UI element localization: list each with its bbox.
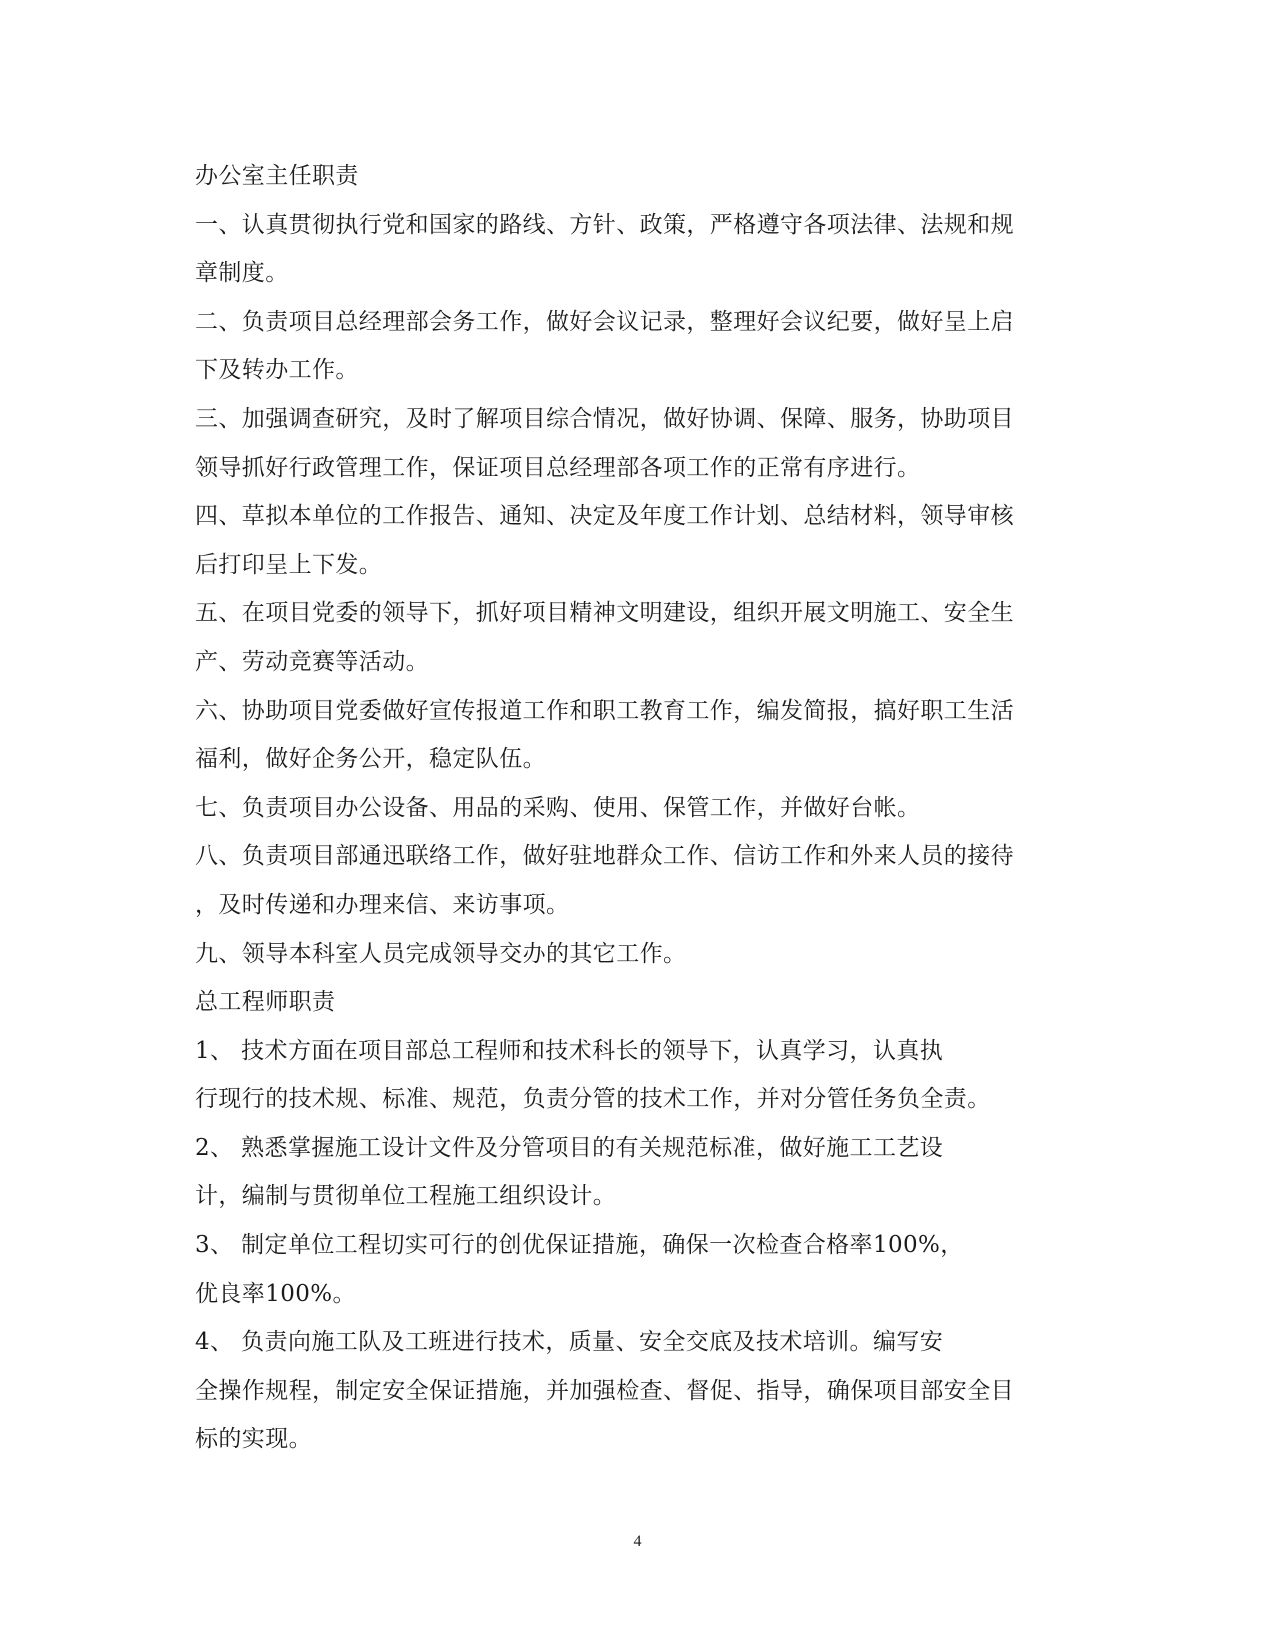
text-line: 九、领导本科室人员完成领导交办的其它工作。 [195, 940, 687, 967]
text-line: 标的实现。 [195, 1426, 312, 1453]
text-line: ，及时传递和办理来信、来访事项。 [195, 891, 570, 918]
text-line: 产、劳动竞赛等活动。 [195, 648, 429, 675]
text-line: 二、负责项目总经理部会务工作，做好会议记录，整理好会议纪要，做好呈上启 [195, 308, 1014, 335]
text-line: 优良率100%。 [195, 1280, 356, 1307]
text-line: 三、加强调查研究，及时了解项目综合情况，做好协调、保障、服务，协助项目 [195, 405, 1014, 432]
text-line: 行现行的技术规、标准、规范，负责分管的技术工作，并对分管任务负全责。 [195, 1086, 991, 1113]
text-line: 1、 技术方面在项目部总工程师和技术科长的领导下，认真学习，认真执 [195, 1037, 944, 1064]
text-line: 计，编制与贯彻单位工程施工组织设计。 [195, 1183, 617, 1210]
text-line: 七、负责项目办公设备、用品的采购、使用、保管工作，并做好台帐。 [195, 794, 921, 821]
text-line: 领导抓好行政管理工作，保证项目总经理部各项工作的正常有序进行。 [195, 454, 921, 481]
text-line: 4、 负责向施工队及工班进行技术，质量、安全交底及技术培训。编写安 [195, 1329, 944, 1356]
page-number: 4 [633, 1533, 642, 1550]
text-line: 3、 制定单位工程切实可行的创优保证措施，确保一次检查合格率100%， [195, 1232, 964, 1259]
text-line: 八、负责项目部通迅联络工作，做好驻地群众工作、信访工作和外来人员的接待 [195, 843, 1014, 870]
text-line: 六、协助项目党委做好宣传报道工作和职工教育工作，编发简报，搞好职工生活 [195, 697, 1014, 724]
text-line: 四、草拟本单位的工作报告、通知、决定及年度工作计划、总结材料，领导审核 [195, 503, 1014, 530]
text-line: 后打印呈上下发。 [195, 551, 383, 578]
section-heading-office-director: 办公室主任职责 [195, 163, 359, 189]
text-line: 一、认真贯彻执行党和国家的路线、方针、政策，严格遵守各项法律、法规和规 [195, 211, 1014, 238]
text-line: 2、 熟悉掌握施工设计文件及分管项目的有关规范标准，做好施工工艺设 [195, 1134, 944, 1161]
text-line: 下及转办工作。 [195, 357, 359, 384]
text-line: 福利，做好企务公开，稳定队伍。 [195, 746, 546, 773]
document-body [195, 152, 1075, 1464]
text-line: 章制度。 [195, 260, 289, 287]
text-line: 全操作规程，制定安全保证措施，并加强检查、督促、指导，确保项目部安全目 [195, 1377, 1014, 1404]
section-heading-chief-engineer: 总工程师职责 [195, 989, 336, 1016]
text-line: 五、在项目党委的领导下，抓好项目精神文明建设，组织开展文明施工、安全生 [195, 600, 1014, 627]
